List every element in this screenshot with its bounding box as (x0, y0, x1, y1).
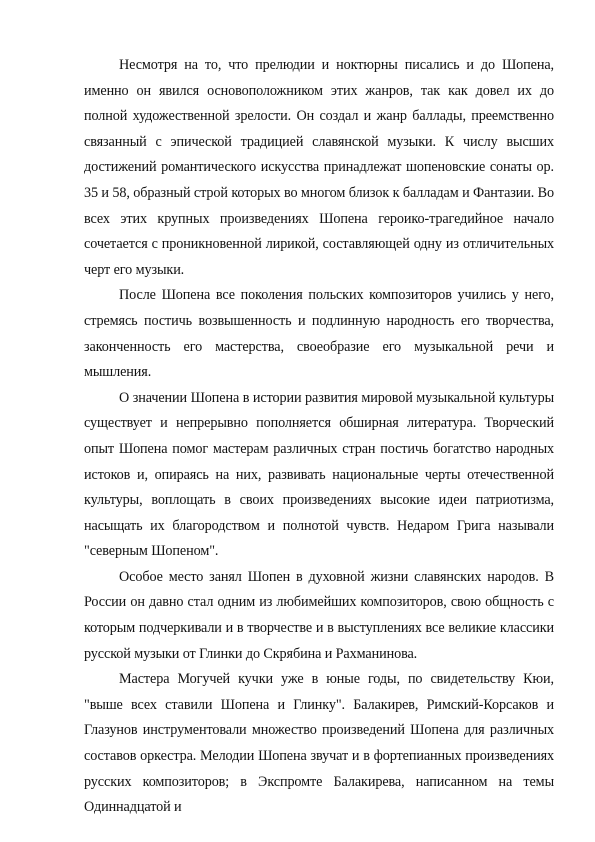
paragraph-world-culture: О значении Шопена в истории развития мировой музыкальной культуры существует и непрерывно пополняется обширная литература. Творческий опыт Шопена помог мастерам различных стран постичь богатство народных истоков и, опираясь на них, развивать национальные черты отечественной культуры, воплощать в своих произведениях высокие идеи патриотизма, насыщать их благородством и полнотой чувств. Недаром Грига называли "северным Шопеном". (84, 389, 554, 560)
paragraph-preludes-nocturnes: Несмотря на то, что прелюдии и ноктюрны писались и до Шопена, именно он явился основоположником этих жанров, так как довел их до полной художественной зрелости. Он создал и жанр баллады, преемственно связанный с эпической традицией славянской музыки. К числу высших достижений романтического искусства принадлежат шопеновские сонаты ор. 35 и 58, образный строй которых во многом близок к балладам и Фантазии. Во всех этих крупных произведениях Шопена героико-трагедийное начало сочетается с проникновенной лирикой, составляющей одну из отличительных черт его музыки. (84, 57, 555, 278)
paragraph-polish-composers: После Шопена все поколения польских композиторов учились у него, стремясь постичь возвышенность и подлинную народность его творчества, законченность его мастерства, своеобразие его музыкальной речи и мышления. (84, 287, 554, 381)
paragraph-mighty-handful: Мастера Могучей кучки уже в юные годы, по свидетельству Кюи, "выше всех ставили Шопена и Глинку". Балакирев, Римский-Корсаков и Глазунов инструментовали множество произведений Шопена для различных составов оркестра. Мелодии Шопена звучат и в фортепианных произведениях русских композиторов; в Экспромте Балакирева, написанном на темы Одиннадцатой и (84, 671, 554, 816)
document-body (84, 53, 554, 821)
paragraph-slavic-peoples: Особое место занял Шопен в духовной жизни славянских народов. В России он давно стал одним из любимейших композиторов, свою общность с которым подчеркивали и в творчестве и в выступлениях все великие классики русской музыки от Глинки до Скрябина и Рахманинова. (84, 568, 554, 662)
